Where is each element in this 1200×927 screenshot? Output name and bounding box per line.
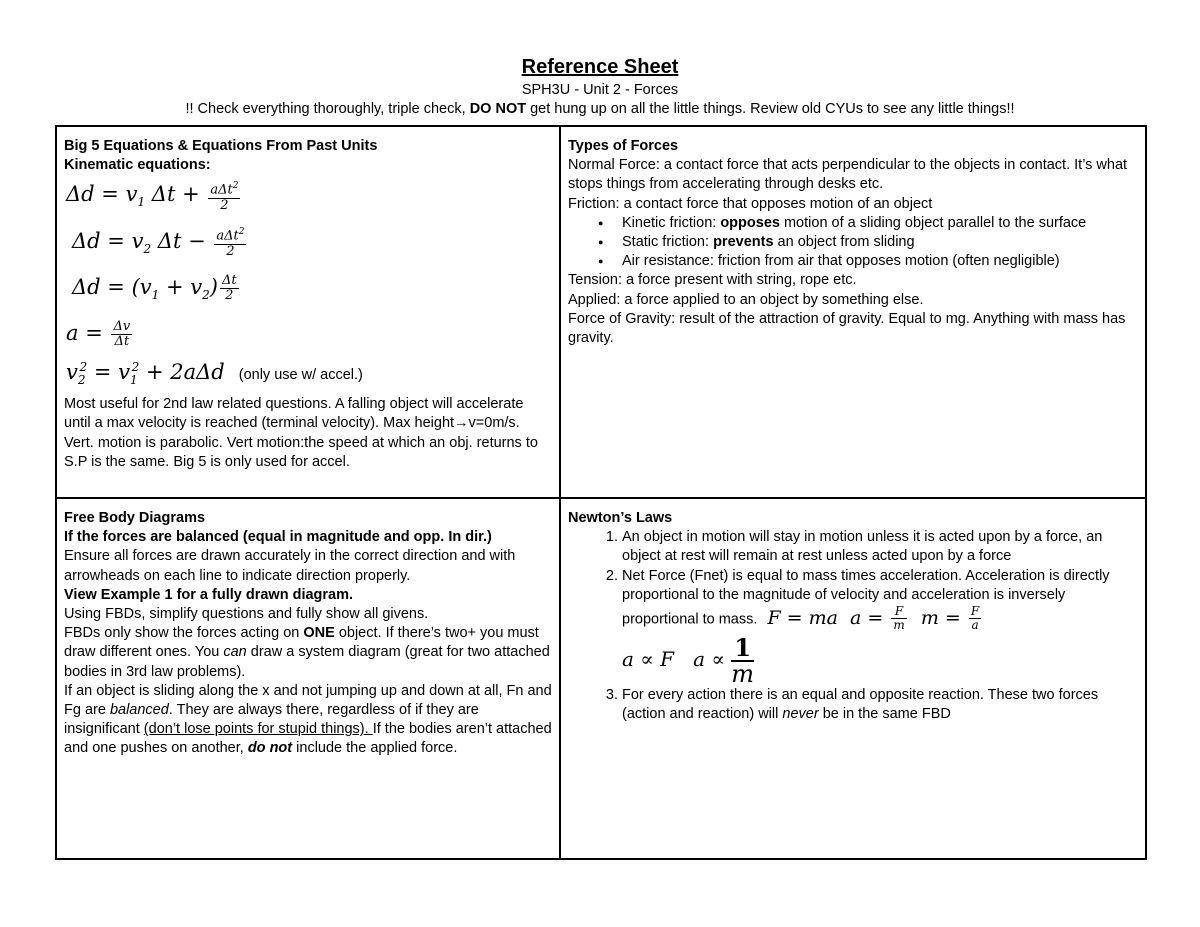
fbd-simplify: Using FBDs, simplify questions and fully show all givens. (64, 606, 429, 623)
newton-laws-list (568, 528, 1139, 724)
slide-mid: . They are always there, regardless of if they are insignificant (64, 702, 479, 738)
applied-text: Applied: a force applied to an object by something else. (568, 291, 924, 308)
note-part1: !! Check everything thoroughly, triple check, (185, 101, 470, 117)
slide-underline: (don’t lose points for stupid things). (143, 721, 373, 738)
fbd-heading: Free Body Diagrams (64, 510, 206, 526)
list-item-law1: 1. An object in motion will stay in motion unless it is acted upon by a force, an object at rest will remain at rest unless acted upon by a force (622, 528, 1139, 566)
only-italic: can (223, 644, 247, 661)
slide-bolditalic: do not (247, 740, 293, 757)
list-item-air: ● Air resistance: friction from air that opposes motion (often negligible) (622, 252, 1139, 271)
tension-text: Tension: a force present with string, rope etc. (568, 272, 857, 289)
newton-heading: Newton’s Laws (568, 510, 673, 526)
fbd-view-example: View Example 1 for a fully drawn diagram. (64, 586, 354, 603)
list-item-static (622, 233, 1139, 252)
fbd-cell (57, 499, 561, 858)
law2-text: Net Force (Fnet) is equal to mass times acceleration. Acceleration is directly proportional to the magnitude of velocity and acceleration is inversely proportional to mass. (622, 567, 1110, 628)
equation-2: $\Delta d = v_2$ Δt − $\frac{a\Delta t^2}{2}$ (72, 227, 245, 259)
static-pre: Static friction: (622, 234, 714, 251)
slide-post: include the applied force. (292, 740, 458, 757)
reference-table (55, 125, 1147, 860)
static-bold: prevents (713, 234, 774, 251)
proportionality-equations: a ∝ F a ∝ $\frac{1}{m}$ (622, 632, 755, 688)
page-subtitle: SPH3U - Unit 2 - Forces (521, 82, 679, 98)
only-mid: object. If there’s two+ you must draw different ones. You (64, 625, 539, 661)
header-note (0, 100, 1200, 119)
only-post: draw a system diagram (great for two attached bodies in 3rd law problems). (64, 644, 550, 680)
fbd-balanced: If the forces are balanced (equal in magnitude and opp. In dir.) (64, 529, 492, 546)
friction-text: Friction: a contact force that opposes motion of an object (568, 195, 933, 212)
equation-1: $\Delta d = v_1$ Δt + $\frac{a\Delta t^2}{2}$ (66, 181, 239, 213)
gravity-text: Force of Gravity: result of the attraction of gravity. Equal to mg. Anything with mass has gravity. (568, 310, 1126, 347)
big5-paragraph: Most useful for 2nd law related questions. A falling object will accelerate until a max velocity is reached (terminal velocity). Max height→v=0m/s. Vert. motion is parabolic. Vert motion:the speed at which an obj. returns to S.P is the same. Big 5 is only used for accel. (64, 396, 538, 470)
forces-heading: Types of Forces (568, 138, 679, 154)
normal-force-text: Normal Force: a contact force that acts perpendicular to the objects in contact. It’s what stops things from accelerating through desks etc. (568, 157, 1128, 193)
note-bold: DO NOT (469, 101, 527, 117)
list-item-kinetic (622, 214, 1139, 233)
kinetic-post: motion of a sliding object parallel to the surface (779, 214, 1087, 231)
big5-cell (57, 127, 561, 499)
slide-italic: balanced (109, 702, 169, 719)
list-item-law3 (622, 686, 1139, 724)
fbd-ensure: Ensure all forces are drawn accurately in the correct direction and with arrowheads on each line to indicate direction properly. (64, 548, 516, 584)
note-part2: get hung up on all the little things. Review old CYUs to see any little things!! (526, 101, 1015, 117)
slide-pre: If an object is sliding along the x and not jumping up and down at all, Fn and Fg are (64, 682, 552, 719)
static-post: an object from sliding (773, 234, 915, 251)
kinetic-bold: opposes (720, 214, 780, 231)
page-title: Reference Sheet (521, 56, 679, 78)
equation-4: a = $\frac{\Delta v}{\Delta t}$ (66, 318, 131, 349)
equation-5: $v_2^2 = v_1^2 + 2a\Delta d$ (only use w/ accel.) (66, 359, 363, 388)
law2-equations: F = ma a = $\frac{F}{m}$ m = $\frac{F}{a}$ (767, 604, 980, 633)
page-header (0, 54, 1200, 119)
kinematic-heading: Kinematic equations: (64, 157, 211, 174)
only-bold: ONE (303, 625, 335, 642)
accel-note: (only use w/ accel.) (238, 366, 363, 383)
law3-post: be in the same FBD (818, 706, 951, 723)
equation-3: $\Delta d = (v_1 + v_2)$ $\frac{\Delta t}{2}$ (72, 272, 237, 303)
forces-cell (561, 127, 1145, 499)
big5-heading: Big 5 Equations & Equations From Past Units (64, 138, 378, 154)
fbd-sliding (64, 682, 553, 759)
newton-cell (561, 499, 1145, 858)
fbd-only-one (64, 624, 553, 682)
kinetic-pre: Kinetic friction: (622, 214, 721, 231)
only-pre: FBDs only show the forces acting on (64, 625, 304, 642)
slide-mid2: If the bodies aren’t attached and one pushes on another, (64, 721, 552, 757)
list-item-law2 (622, 567, 1139, 686)
law3-italic: never (782, 706, 819, 723)
friction-list (568, 214, 1139, 272)
law3-pre: For every action there is an equal and opposite reaction. These two forces (action and reaction) will (622, 687, 1099, 723)
